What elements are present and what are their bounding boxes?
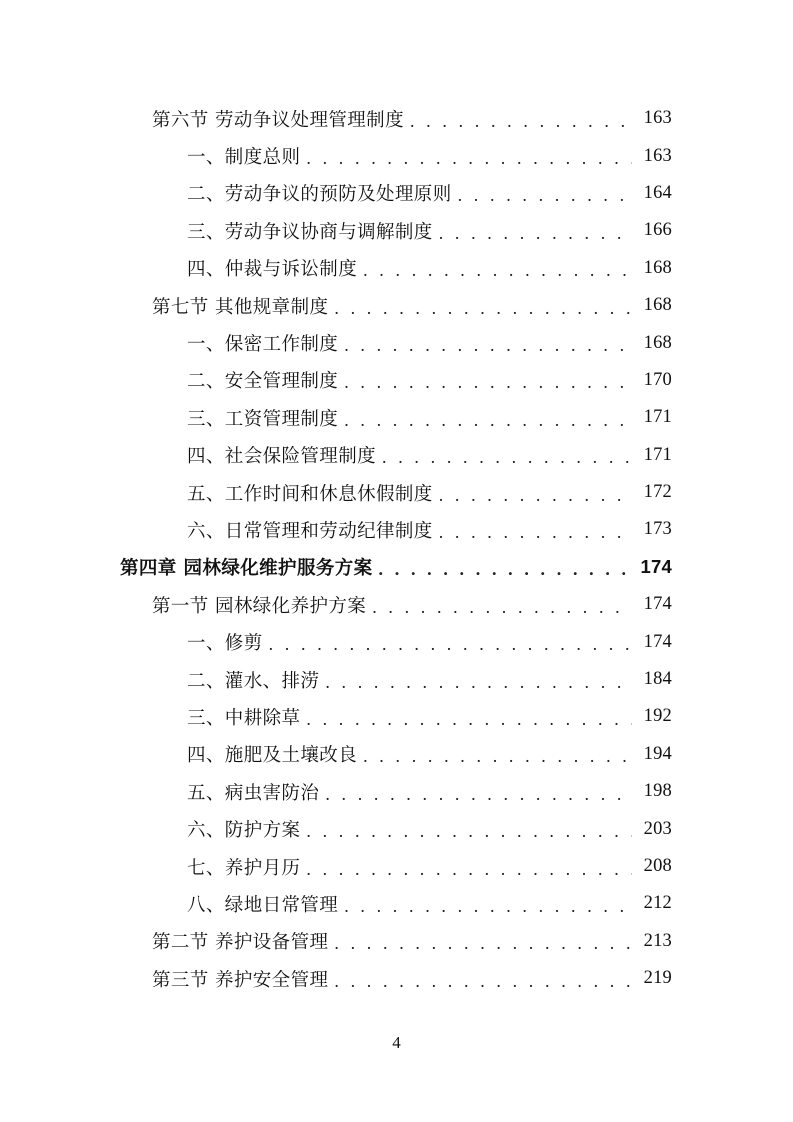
toc-entry-title: 第二节 养护设备管理 xyxy=(152,932,329,954)
toc-entry-title: 第四章 园林绿化维护服务方案 xyxy=(120,558,373,580)
dot-leader xyxy=(306,860,632,878)
toc-entry-title: 七、养护月历 xyxy=(187,857,301,879)
toc-entry-title: 第七节 其他规章制度 xyxy=(152,296,329,318)
toc-entry-page-number: 174 xyxy=(643,631,672,652)
toc-entry-page-number: 212 xyxy=(643,893,672,914)
dot-leader xyxy=(344,897,632,915)
dot-leader xyxy=(306,822,632,840)
toc-entry-page-number: 208 xyxy=(643,856,672,876)
toc-entry-title: 一、制度总则 xyxy=(187,147,301,169)
toc-entry-item[interactable] xyxy=(0,250,793,287)
toc-entry-page-number: 168 xyxy=(643,332,672,353)
toc-entry-item[interactable] xyxy=(0,848,793,885)
toc-entry-item[interactable] xyxy=(0,212,793,249)
toc-entry-section[interactable] xyxy=(0,287,793,324)
toc-entry-page-number: 171 xyxy=(643,444,672,465)
toc-entry-item[interactable] xyxy=(0,474,793,511)
toc-entry-title: 二、劳动争议的预防及处理原则 xyxy=(187,184,452,206)
toc-entry-title: 一、修剪 xyxy=(187,633,263,655)
toc-entry-page-number: 164 xyxy=(643,182,672,203)
toc-entry-page-number: 163 xyxy=(643,145,672,166)
dot-leader xyxy=(344,336,632,354)
toc-entry-page-number: 170 xyxy=(643,369,672,390)
toc-entry-title: 四、施肥及土壤改良 xyxy=(187,745,358,767)
dot-leader xyxy=(439,486,632,504)
toc-entry-item[interactable] xyxy=(0,437,793,474)
toc-entry-title: 五、工作时间和休息休假制度 xyxy=(187,483,433,505)
dot-leader xyxy=(344,373,632,391)
dot-leader xyxy=(410,112,632,130)
dot-leader xyxy=(306,710,632,728)
dot-leader xyxy=(458,186,632,204)
dot-leader xyxy=(325,785,632,803)
toc-entry-page-number: 163 xyxy=(643,108,672,129)
toc-entry-item[interactable] xyxy=(0,623,793,660)
toc-entry-title: 二、灌水、排涝 xyxy=(187,670,320,692)
toc-entry-page-number: 171 xyxy=(643,407,672,428)
dot-leader xyxy=(334,299,632,317)
toc-entry-item[interactable] xyxy=(0,137,793,174)
table-of-contents xyxy=(0,100,793,997)
toc-entry-item[interactable] xyxy=(0,885,793,922)
toc-entry-item[interactable] xyxy=(0,362,793,399)
toc-entry-title: 四、仲裁与诉讼制度 xyxy=(187,259,358,281)
dot-leader xyxy=(306,149,632,167)
toc-entry-chapter[interactable] xyxy=(0,549,793,586)
toc-entry-item[interactable] xyxy=(0,661,793,698)
dot-leader xyxy=(363,747,632,765)
toc-entry-item[interactable] xyxy=(0,773,793,810)
dot-leader xyxy=(382,448,632,466)
toc-entry-item[interactable] xyxy=(0,698,793,735)
toc-entry-page-number: 213 xyxy=(643,930,672,951)
toc-entry-title: 第三节 养护安全管理 xyxy=(152,969,329,991)
toc-entry-page-number: 166 xyxy=(643,220,672,241)
dot-leader xyxy=(439,523,632,541)
toc-entry-title: 五、病虫害防治 xyxy=(187,782,320,804)
toc-entry-page-number: 172 xyxy=(643,482,672,503)
toc-entry-title: 三、劳动争议协商与调解制度 xyxy=(187,221,433,243)
toc-entry-page-number: 174 xyxy=(643,594,672,615)
page-number: 4 xyxy=(392,1033,401,1052)
dot-leader xyxy=(334,972,632,990)
toc-entry-page-number: 219 xyxy=(643,968,672,989)
dot-leader xyxy=(439,224,632,242)
toc-entry-title: 八、绿地日常管理 xyxy=(187,894,339,916)
toc-entry-item[interactable] xyxy=(0,511,793,548)
dot-leader xyxy=(363,261,632,279)
dot-leader xyxy=(372,598,632,616)
toc-entry-section[interactable] xyxy=(0,586,793,623)
toc-entry-title: 第六节 劳动争议处理管理制度 xyxy=(152,109,404,131)
toc-entry-title: 二、安全管理制度 xyxy=(187,371,339,393)
toc-entry-page-number: 184 xyxy=(643,669,672,690)
toc-entry-title: 三、中耕除草 xyxy=(187,707,301,729)
toc-entry-item[interactable] xyxy=(0,399,793,436)
toc-entry-title: 第一节 园林绿化养护方案 xyxy=(152,595,367,617)
toc-entry-title: 六、防护方案 xyxy=(187,820,301,842)
dot-leader xyxy=(334,934,632,952)
dot-leader xyxy=(325,673,632,691)
toc-entry-section[interactable] xyxy=(0,923,793,960)
toc-entry-item[interactable] xyxy=(0,810,793,847)
dot-leader xyxy=(269,635,632,653)
toc-entry-title: 一、保密工作制度 xyxy=(187,334,339,356)
toc-entry-page-number: 198 xyxy=(643,781,672,802)
toc-entry-item[interactable] xyxy=(0,175,793,212)
toc-entry-page-number: 174 xyxy=(640,556,672,578)
dot-leader xyxy=(379,560,632,578)
toc-entry-page-number: 173 xyxy=(643,519,672,540)
toc-entry-page-number: 168 xyxy=(643,257,672,278)
toc-entry-title: 三、工资管理制度 xyxy=(187,408,339,430)
toc-entry-title: 六、日常管理和劳动纪律制度 xyxy=(187,520,433,542)
toc-entry-section[interactable] xyxy=(0,960,793,997)
toc-entry-section[interactable] xyxy=(0,100,793,137)
toc-entry-page-number: 194 xyxy=(643,743,672,764)
toc-entry-item[interactable] xyxy=(0,736,793,773)
toc-entry-page-number: 203 xyxy=(643,818,672,839)
toc-entry-title: 四、社会保险管理制度 xyxy=(187,446,377,468)
toc-entry-page-number: 192 xyxy=(643,706,672,727)
toc-entry-page-number: 168 xyxy=(643,295,672,316)
dot-leader xyxy=(344,411,632,429)
toc-entry-item[interactable] xyxy=(0,324,793,361)
